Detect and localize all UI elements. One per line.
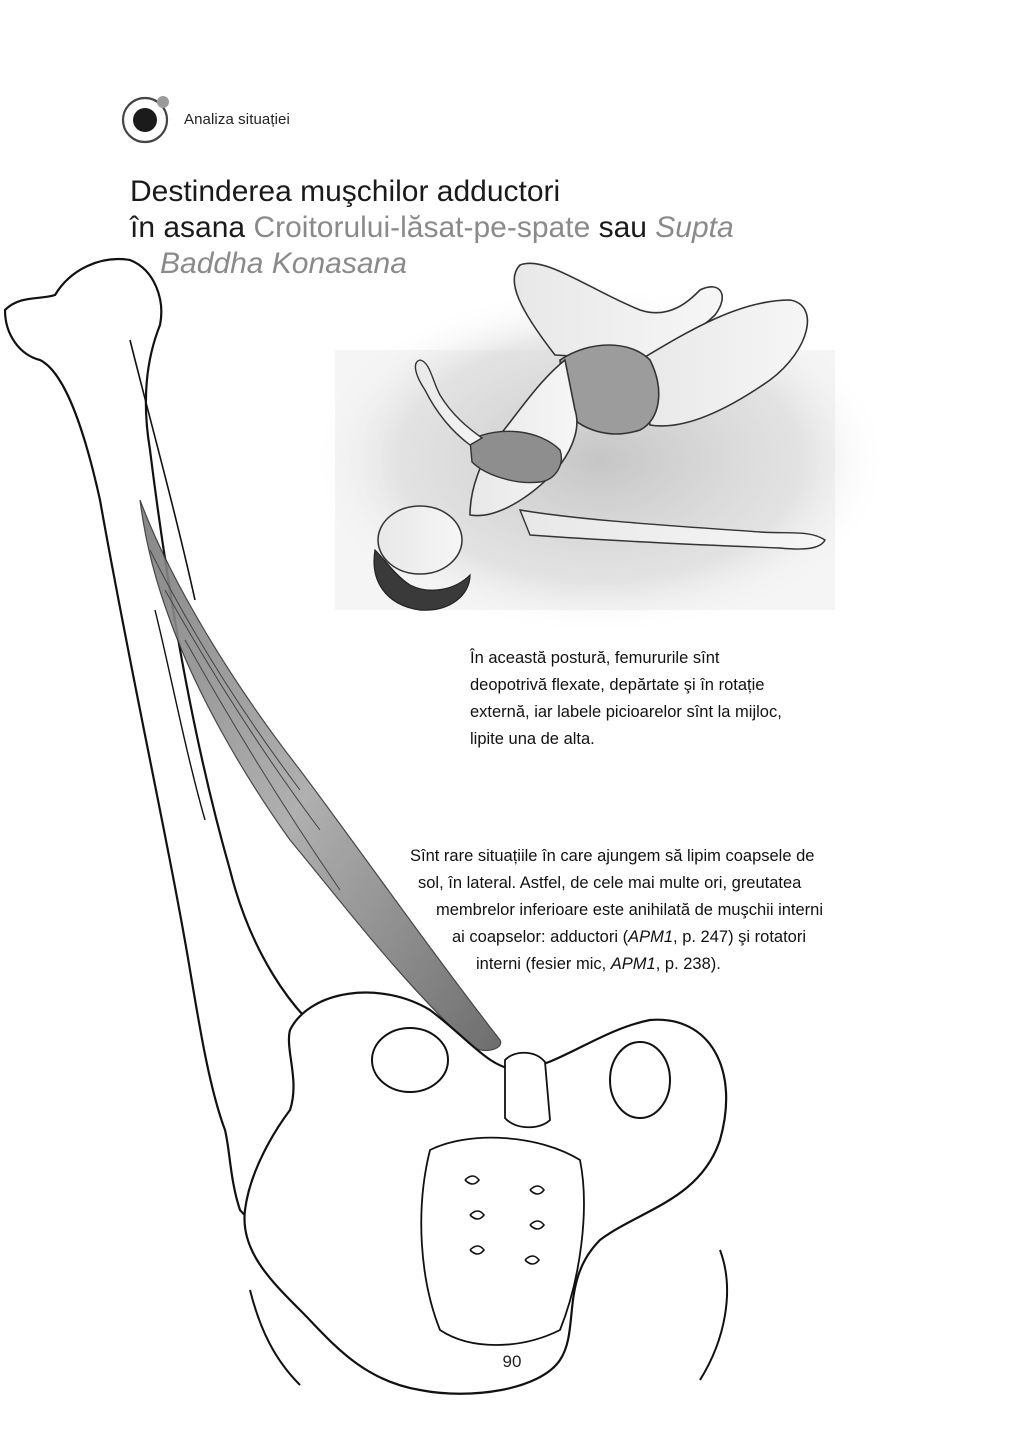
title-line-3: Baddha Konasana xyxy=(160,247,407,280)
paragraph-line: externă, iar labele picioarelor sînt la mijloc, xyxy=(470,703,782,721)
title-connector: sau xyxy=(590,211,656,244)
paragraph-line: În această postură, femururile sînt xyxy=(470,649,720,667)
paragraph-line xyxy=(410,951,910,978)
text-run: ai coapselor: adductori ( xyxy=(452,928,629,946)
paragraph-adductor-explanation xyxy=(410,843,910,978)
paragraph-line: sol, în lateral. Astfel, de cele mai multe ori, greutatea xyxy=(418,874,802,892)
paragraph-line: membrelor inferioare este anihilată de muşchii interni xyxy=(436,901,824,919)
reference-apm1: APM1 xyxy=(610,955,656,973)
title-line-2 xyxy=(130,210,734,246)
title-line-1: Destinderea muşchilor adductori xyxy=(130,175,561,208)
text-run: , p. 238). xyxy=(655,955,721,973)
paragraph-line: deopotrivă flexate, depărtate şi în rotație xyxy=(470,676,765,694)
section-header xyxy=(120,92,290,146)
section-label: Analiza situației xyxy=(184,110,290,128)
reference-apm1: APM1 xyxy=(628,928,674,946)
paragraph-line: lipite una de alta. xyxy=(470,730,595,748)
ring-dot-icon xyxy=(120,92,174,146)
title-pose-sanskrit-start: Supta xyxy=(655,211,734,244)
title-prefix: în asana xyxy=(130,211,254,244)
text-run: interni (fesier mic, xyxy=(476,955,611,973)
paragraph-line: Sînt rare situațiile în care ajungem să lipim coapsele de xyxy=(410,847,815,865)
page-title xyxy=(130,174,734,282)
text-run: , p. 247) şi rotatori xyxy=(673,928,807,946)
page-number: 90 xyxy=(502,1352,522,1371)
title-pose-romanian: Croitorului-lăsat-pe-spate xyxy=(253,211,591,244)
paragraph-line xyxy=(410,924,910,951)
paragraph-posture-description xyxy=(470,645,870,753)
pose-illustration xyxy=(310,263,890,635)
